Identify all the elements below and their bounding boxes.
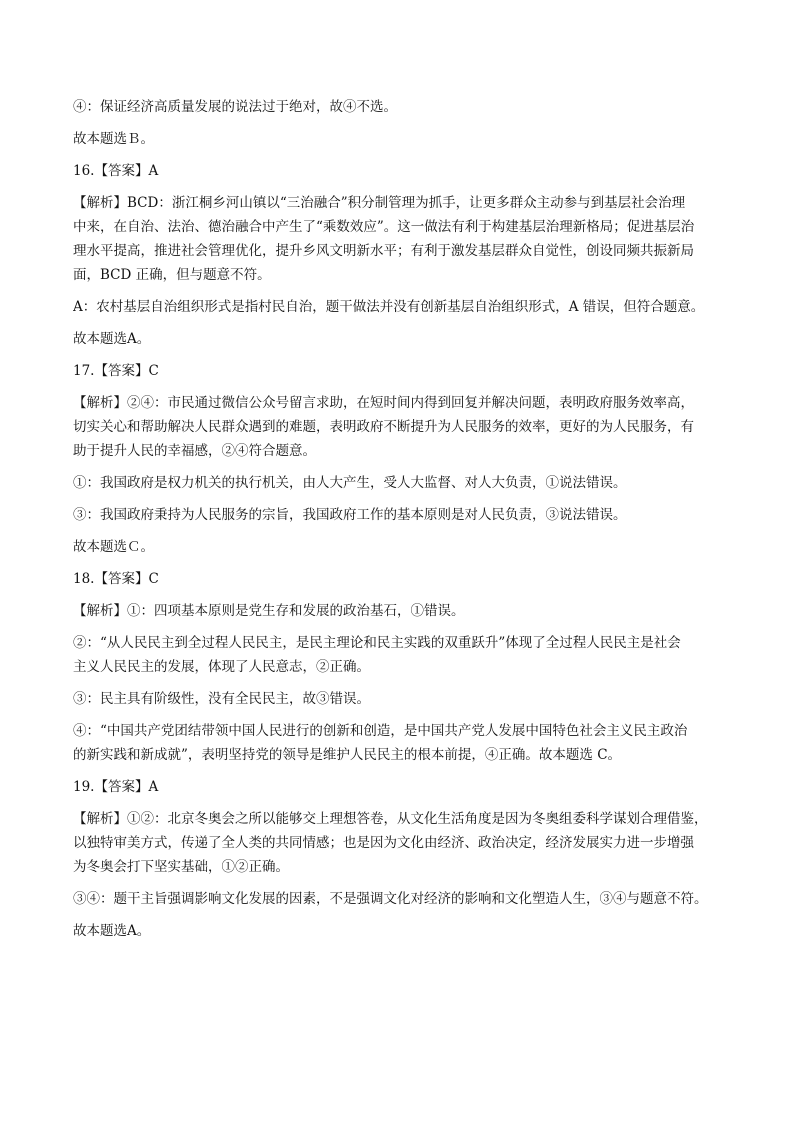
text-line: 故本题选Ｃ。 [73, 539, 154, 555]
text-line: 理水平提高，推进社会管理优化，提升乡风文明新水平；有利于激发基层群众自觉性，创设同频共振新局 [73, 243, 694, 259]
text-line: 中来，在自治、法治、德治融合中产生了“乘数效应”。这一做法有利于构建基层治理新格局；促进基层治 [73, 219, 695, 235]
answer-heading: 19.【答案】A [73, 779, 159, 795]
answer-heading: 17.【答案】C [73, 363, 159, 379]
text-line: ③：我国政府秉持为人民服务的宗旨，我国政府工作的基本原则是对人民负责，③说法错误。 [73, 507, 627, 523]
text-line: 【解析】①②：北京冬奥会之所以能够交上理想答卷，从文化生活角度是因为冬奥组委科学谋划合理借鉴， [73, 811, 708, 827]
text-line: ②：“从人民民主到全过程人民民主，是民主理论和民主实践的双重跃升”体现了全过程人民民主是社会 [73, 635, 681, 651]
answer-heading: 16.【答案】A [73, 163, 159, 179]
document-page [73, 95, 733, 943]
text-line: 【解析】BCD：浙江桐乡河山镇以“三治融合”积分制管理为抓手，让更多群众主动参与到基层社会治理 [73, 195, 686, 211]
text-line: A：农村基层自治组织形式是指村民自治，题干做法并没有创新基层自治组织形式，A 错误，但符合题意。 [73, 299, 705, 315]
text-line: ③：民主具有阶级性，没有全民民主，故③错误。 [73, 691, 370, 707]
text-line: ①：我国政府是权力机关的执行机关，由人大产生，受人大监督、对人大负责，①说法错误。 [73, 475, 627, 491]
text-line: 为冬奥会打下坚实基础，①②正确。 [73, 859, 289, 875]
text-line: 故本题选A。 [73, 331, 151, 347]
text-line: 故本题选Ｂ。 [73, 131, 154, 147]
text-line: 助于提升人民的幸福感，②④符合题意。 [73, 443, 316, 459]
answer-heading: 18.【答案】C [73, 571, 159, 587]
text-line: 切实关心和帮助解决人民群众遇到的难题，表明政府不断提升为人民服务的效率，更好的为人民服务，有 [73, 419, 694, 435]
text-line: ④：“中国共产党团结带领中国人民进行的创新和创造，是中国共产党人发展中国特色社会主义民主政治 [73, 723, 688, 739]
text-line: 主义人民民主的发展，体现了人民意志，②正确。 [73, 659, 370, 675]
text-line: ④：保证经济高质量发展的说法过于绝对，故④不选。 [73, 99, 397, 115]
text-line: 的新实践和新成就”，表明坚持党的领导是维护人民民主的根本前提，④正确。故本题选 C。 [73, 747, 622, 763]
text-line: 【解析】②④：市民通过微信公众号留言求助，在短时间内得到回复并解决问题，表明政府服务效率高， [73, 395, 694, 411]
text-line: 【解析】①：四项基本原则是党生存和发展的政治基石，①错误。 [73, 603, 465, 619]
text-line: 以独特审美方式，传递了全人类的共同情感；也是因为文化由经济、政治决定，经济发展实力进一步增强 [73, 835, 694, 851]
text-line: 故本题选A。 [73, 923, 151, 939]
text-line: ③④：题干主旨强调影响文化发展的因素，不是强调文化对经济的影响和文化塑造人生，③④与题意不符。 [73, 891, 708, 907]
text-line: 面，BCD 正确，但与题意不符。 [73, 267, 271, 283]
